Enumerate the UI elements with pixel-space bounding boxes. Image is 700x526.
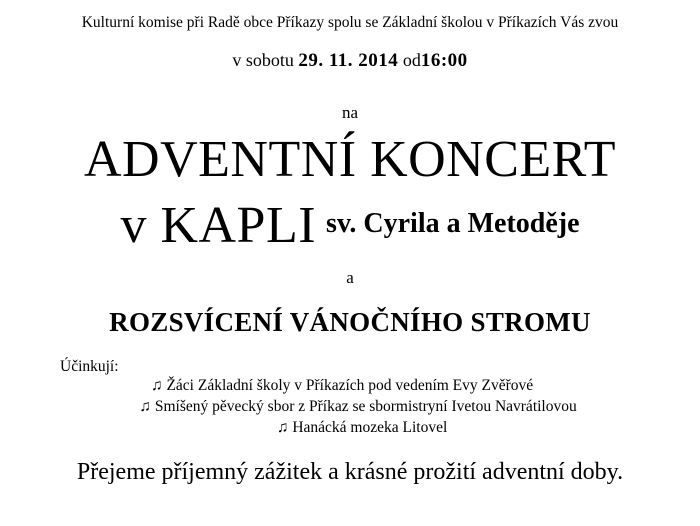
performer-text: Smíšený pěvecký sbor z Příkaz se sbormistryní Ivetou Navrátilovou [154, 398, 577, 415]
na-text: na [341, 103, 359, 122]
performer-text: Žáci Základní školy v Příkazích pod vedením Evy Zvěřové [166, 377, 534, 394]
performer-item [8, 398, 700, 416]
performer-item [12, 419, 700, 437]
title-line-1: ADVENTNÍ KONCERT [83, 131, 617, 188]
performers-label: Účinkují: [60, 358, 119, 375]
event-time: 16:00 [420, 50, 468, 71]
time-prefix: od [402, 50, 421, 70]
intro-text: Kulturní komise při Radě obce Příkazy spolu se Základní školou v Příkazích Vás zvou [81, 14, 619, 31]
chapel-name: sv. Cyrila a Metoděje [326, 208, 580, 239]
tree-lighting-heading: ROZSVÍCENÍ VÁNOČNÍHO STROMU [109, 307, 591, 337]
title-kaple: v KAPLI [120, 197, 317, 254]
music-note-icon: ♫ [276, 419, 289, 436]
event-date-line [0, 50, 700, 72]
performer-item [0, 377, 692, 395]
music-note-icon: ♫ [139, 398, 151, 415]
performer-text: Hanácká mozeka Litovel [292, 419, 448, 436]
event-date: 29. 11. 2014 [298, 50, 399, 71]
music-note-icon: ♫ [150, 377, 163, 394]
closing-wish: Přejeme příjemný zážitek a krásné prožití adventní doby. [76, 459, 624, 485]
date-prefix: v sobotu [232, 50, 294, 70]
title-line-2 [0, 194, 700, 256]
conjunction-text: a [346, 268, 354, 287]
